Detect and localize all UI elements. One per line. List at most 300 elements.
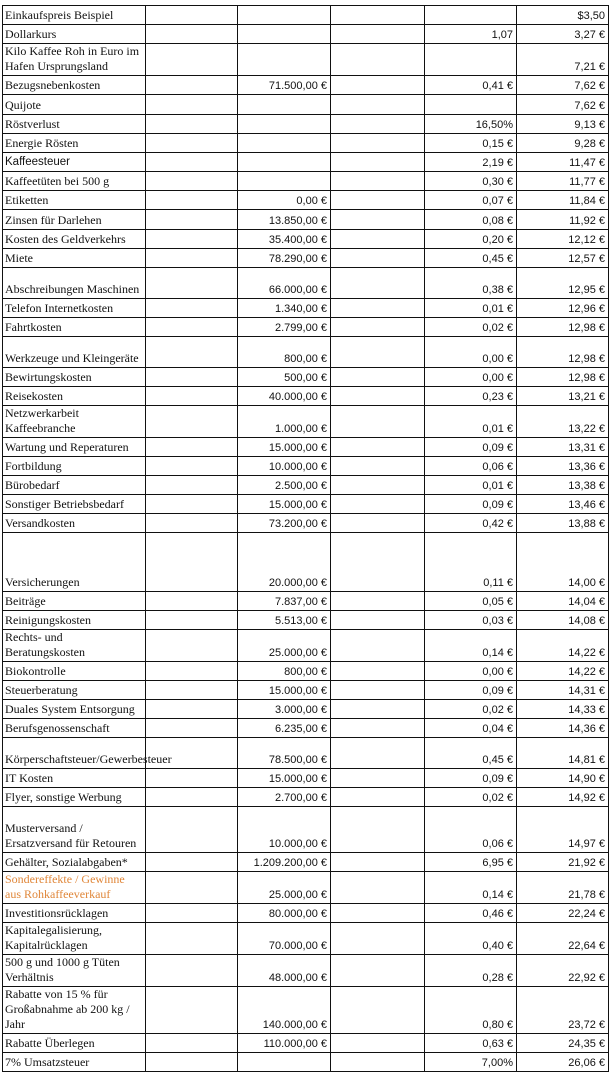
row-label[interactable]: Steuerberatung — [3, 681, 146, 700]
amount-cell[interactable]: 2.500,00 € — [238, 476, 331, 495]
amount-cell[interactable]: 110.000,00 € — [238, 1034, 331, 1053]
running-total-cell[interactable]: 26,06 € — [517, 1053, 609, 1072]
empty-cell[interactable] — [146, 923, 238, 955]
running-total-cell[interactable]: 11,47 € — [517, 153, 609, 172]
empty-cell[interactable] — [146, 1034, 238, 1053]
row-label[interactable]: Kaffeesteuer — [3, 153, 146, 172]
amount-cell[interactable]: 0,00 € — [238, 191, 331, 210]
row-label[interactable]: Sonstiger Betriebsbedarf — [3, 495, 146, 514]
table-row — [3, 95, 609, 115]
running-total-cell[interactable]: 13,36 € — [517, 457, 609, 476]
amount-cell[interactable]: 40.000,00 € — [238, 387, 331, 406]
empty-cell[interactable] — [146, 249, 238, 268]
extra-cell[interactable] — [331, 191, 425, 210]
row-label[interactable]: Musterversand / Ersatzversand für Retouren — [3, 807, 146, 853]
running-total-cell[interactable]: 14,22 € — [517, 630, 609, 662]
per-kg-cell[interactable]: 0,14 € — [425, 872, 517, 904]
table-row — [3, 987, 609, 1034]
amount-cell[interactable]: 78.500,00 € — [238, 738, 331, 769]
running-total-cell[interactable]: 22,92 € — [517, 955, 609, 987]
table-row — [3, 700, 609, 719]
table-row — [3, 438, 609, 457]
row-label[interactable]: Versicherungen — [3, 533, 146, 592]
per-kg-cell[interactable]: 0,15 € — [425, 134, 517, 153]
empty-cell[interactable] — [146, 115, 238, 134]
per-kg-cell[interactable]: 0,00 € — [425, 662, 517, 681]
empty-cell[interactable] — [146, 533, 238, 592]
per-kg-cell[interactable]: 0,04 € — [425, 719, 517, 738]
row-label[interactable]: Quijote — [3, 95, 146, 115]
amount-cell[interactable]: 15.000,00 € — [238, 681, 331, 700]
running-total-cell[interactable]: 12,98 € — [517, 337, 609, 368]
running-total-cell[interactable]: 7,62 € — [517, 95, 609, 115]
per-kg-cell[interactable]: 0,03 € — [425, 611, 517, 630]
table-row — [3, 387, 609, 406]
empty-cell[interactable] — [146, 807, 238, 853]
amount-cell[interactable]: 7.837,00 € — [238, 592, 331, 611]
empty-cell[interactable] — [146, 769, 238, 788]
empty-cell[interactable] — [146, 514, 238, 533]
extra-cell[interactable] — [331, 719, 425, 738]
empty-cell[interactable] — [146, 95, 238, 115]
per-kg-cell[interactable]: 0,41 € — [425, 76, 517, 95]
amount-cell[interactable]: 15.000,00 € — [238, 769, 331, 788]
empty-cell[interactable] — [146, 153, 238, 172]
row-label[interactable]: Werkzeuge und Kleingeräte — [3, 337, 146, 368]
amount-cell[interactable]: 140.000,00 € — [238, 987, 331, 1034]
table-row — [3, 630, 609, 662]
row-label[interactable]: Reinigungskosten — [3, 611, 146, 630]
row-label[interactable]: Telefon Internetkosten — [3, 299, 146, 318]
empty-cell[interactable] — [146, 457, 238, 476]
per-kg-cell[interactable]: 0,00 € — [425, 337, 517, 368]
row-label[interactable]: Bezugsnebenkosten — [3, 76, 146, 95]
row-label[interactable]: 500 g und 1000 g Tüten Verhältnis — [3, 955, 146, 987]
row-label[interactable]: Bewirtungskosten — [3, 368, 146, 387]
amount-cell[interactable] — [238, 44, 331, 76]
running-total-cell[interactable]: 9,13 € — [517, 115, 609, 134]
row-label[interactable]: Reisekosten — [3, 387, 146, 406]
table-row — [3, 495, 609, 514]
per-kg-cell[interactable]: 0,38 € — [425, 268, 517, 299]
per-kg-cell[interactable] — [425, 95, 517, 115]
amount-cell[interactable]: 71.500,00 € — [238, 76, 331, 95]
per-kg-cell[interactable]: 1,07 — [425, 25, 517, 44]
amount-cell[interactable]: 15.000,00 € — [238, 495, 331, 514]
amount-cell[interactable]: 800,00 € — [238, 337, 331, 368]
extra-cell[interactable] — [331, 115, 425, 134]
row-label[interactable]: Bürobedarf — [3, 476, 146, 495]
running-total-cell[interactable]: 12,98 € — [517, 318, 609, 337]
extra-cell[interactable] — [331, 318, 425, 337]
extra-cell[interactable] — [331, 495, 425, 514]
empty-cell[interactable] — [146, 387, 238, 406]
running-total-cell[interactable]: 13,38 € — [517, 476, 609, 495]
empty-cell[interactable] — [146, 25, 238, 44]
running-total-cell[interactable]: 13,22 € — [517, 406, 609, 438]
per-kg-cell[interactable]: 0,28 € — [425, 955, 517, 987]
amount-cell[interactable]: 48.000,00 € — [238, 955, 331, 987]
per-kg-cell[interactable]: 0,45 € — [425, 249, 517, 268]
table-row — [3, 1034, 609, 1053]
empty-cell[interactable] — [146, 337, 238, 368]
per-kg-cell[interactable]: 0,01 € — [425, 299, 517, 318]
extra-cell[interactable] — [331, 700, 425, 719]
extra-cell[interactable] — [331, 44, 425, 76]
amount-cell[interactable]: 15.000,00 € — [238, 438, 331, 457]
empty-cell[interactable] — [146, 681, 238, 700]
running-total-cell[interactable]: 21,92 € — [517, 853, 609, 872]
row-label[interactable]: Kapitalegalisierung, Kapitalrücklagen — [3, 923, 146, 955]
extra-cell[interactable] — [331, 76, 425, 95]
running-total-cell[interactable]: 14,31 € — [517, 681, 609, 700]
extra-cell[interactable] — [331, 134, 425, 153]
per-kg-cell[interactable]: 0,09 € — [425, 769, 517, 788]
table-row — [3, 807, 609, 853]
running-total-cell[interactable]: 7,62 € — [517, 76, 609, 95]
empty-cell[interactable] — [146, 438, 238, 457]
table-row — [3, 681, 609, 700]
running-total-cell[interactable]: 14,33 € — [517, 700, 609, 719]
extra-cell[interactable] — [331, 299, 425, 318]
amount-cell[interactable] — [238, 95, 331, 115]
empty-cell[interactable] — [146, 1053, 238, 1072]
extra-cell[interactable] — [331, 230, 425, 249]
extra-cell[interactable] — [331, 955, 425, 987]
running-total-cell[interactable]: 14,81 € — [517, 738, 609, 769]
running-total-cell[interactable]: $3,50 — [517, 6, 609, 25]
empty-cell[interactable] — [146, 611, 238, 630]
amount-cell[interactable] — [238, 6, 331, 25]
empty-cell[interactable] — [146, 592, 238, 611]
extra-cell[interactable] — [331, 769, 425, 788]
per-kg-cell[interactable]: 0,02 € — [425, 700, 517, 719]
per-kg-cell[interactable] — [425, 44, 517, 76]
table-row — [3, 337, 609, 368]
per-kg-cell[interactable]: 0,80 € — [425, 987, 517, 1034]
per-kg-cell[interactable]: 0,02 € — [425, 318, 517, 337]
extra-cell[interactable] — [331, 25, 425, 44]
amount-cell[interactable]: 10.000,00 € — [238, 457, 331, 476]
running-total-cell[interactable]: 13,31 € — [517, 438, 609, 457]
cost-spreadsheet — [2, 5, 609, 1072]
extra-cell[interactable] — [331, 681, 425, 700]
empty-cell[interactable] — [146, 955, 238, 987]
row-label[interactable]: Zinsen für Darlehen — [3, 210, 146, 230]
row-label[interactable]: Sondereffekte / Gewinne aus Rohkaffeeverkauf — [3, 872, 146, 904]
amount-cell[interactable]: 2.700,00 € — [238, 788, 331, 807]
per-kg-cell[interactable]: 0,06 € — [425, 457, 517, 476]
per-kg-cell[interactable]: 0,30 € — [425, 172, 517, 191]
table-row — [3, 533, 609, 592]
per-kg-cell[interactable]: 0,45 € — [425, 738, 517, 769]
per-kg-cell[interactable]: 0,63 € — [425, 1034, 517, 1053]
amount-cell[interactable] — [238, 134, 331, 153]
row-label[interactable]: Gehälter, Sozialabgaben* — [3, 853, 146, 872]
amount-cell[interactable]: 66.000,00 € — [238, 268, 331, 299]
row-label[interactable]: Dollarkurs — [3, 25, 146, 44]
extra-cell[interactable] — [331, 476, 425, 495]
per-kg-cell[interactable]: 2,19 € — [425, 153, 517, 172]
per-kg-cell[interactable]: 0,11 € — [425, 533, 517, 592]
table-row — [3, 788, 609, 807]
amount-cell[interactable]: 6.235,00 € — [238, 719, 331, 738]
extra-cell[interactable] — [331, 533, 425, 592]
extra-cell[interactable] — [331, 630, 425, 662]
running-total-cell[interactable]: 14,08 € — [517, 611, 609, 630]
amount-cell[interactable]: 20.000,00 € — [238, 533, 331, 592]
running-total-cell[interactable]: 14,90 € — [517, 769, 609, 788]
running-total-cell[interactable]: 11,77 € — [517, 172, 609, 191]
table-row — [3, 476, 609, 495]
per-kg-cell[interactable]: 0,01 € — [425, 406, 517, 438]
empty-cell[interactable] — [146, 318, 238, 337]
empty-cell[interactable] — [146, 299, 238, 318]
row-label[interactable]: Miete — [3, 249, 146, 268]
per-kg-cell[interactable]: 0,06 € — [425, 807, 517, 853]
table-row — [3, 134, 609, 153]
extra-cell[interactable] — [331, 210, 425, 230]
row-label[interactable]: Etiketten — [3, 191, 146, 210]
amount-cell[interactable] — [238, 153, 331, 172]
row-label[interactable]: Duales System Entsorgung — [3, 700, 146, 719]
extra-cell[interactable] — [331, 457, 425, 476]
empty-cell[interactable] — [146, 630, 238, 662]
running-total-cell[interactable]: 13,88 € — [517, 514, 609, 533]
table-row — [3, 738, 609, 769]
row-label[interactable]: Flyer, sonstige Werbung — [3, 788, 146, 807]
amount-cell[interactable]: 73.200,00 € — [238, 514, 331, 533]
extra-cell[interactable] — [331, 853, 425, 872]
per-kg-cell[interactable]: 6,95 € — [425, 853, 517, 872]
running-total-cell[interactable]: 3,27 € — [517, 25, 609, 44]
running-total-cell[interactable]: 22,64 € — [517, 923, 609, 955]
row-label[interactable]: Körperschaftsteuer/Gewerbesteuer — [3, 738, 146, 769]
extra-cell[interactable] — [331, 1053, 425, 1072]
extra-cell[interactable] — [331, 1034, 425, 1053]
running-total-cell[interactable]: 14,04 € — [517, 592, 609, 611]
table-row — [3, 153, 609, 172]
amount-cell[interactable]: 70.000,00 € — [238, 923, 331, 955]
extra-cell[interactable] — [331, 249, 425, 268]
empty-cell[interactable] — [146, 853, 238, 872]
row-label[interactable]: Einkaufspreis Beispiel — [3, 6, 146, 25]
table-row — [3, 249, 609, 268]
amount-cell[interactable]: 1.000,00 € — [238, 406, 331, 438]
row-label[interactable]: Kaffeetüten bei 500 g — [3, 172, 146, 191]
row-label[interactable]: Rechts- und Beratungskosten — [3, 630, 146, 662]
per-kg-cell[interactable]: 0,07 € — [425, 191, 517, 210]
row-label[interactable]: Rabatte von 15 % für Großabnahme ab 200 kg / Jahr — [3, 987, 146, 1034]
amount-cell[interactable]: 13.850,00 € — [238, 210, 331, 230]
running-total-cell[interactable]: 22,24 € — [517, 904, 609, 923]
row-label[interactable]: Berufsgenossenschaft — [3, 719, 146, 738]
extra-cell[interactable] — [331, 514, 425, 533]
empty-cell[interactable] — [146, 700, 238, 719]
amount-cell[interactable]: 2.799,00 € — [238, 318, 331, 337]
per-kg-cell[interactable]: 0,09 € — [425, 495, 517, 514]
table-row — [3, 76, 609, 95]
table-row — [3, 592, 609, 611]
empty-cell[interactable] — [146, 788, 238, 807]
per-kg-cell[interactable]: 0,02 € — [425, 788, 517, 807]
table-row — [3, 719, 609, 738]
per-kg-cell[interactable]: 0,40 € — [425, 923, 517, 955]
empty-cell[interactable] — [146, 210, 238, 230]
running-total-cell[interactable]: 12,96 € — [517, 299, 609, 318]
table-row — [3, 904, 609, 923]
row-label[interactable]: Abschreibungen Maschinen — [3, 268, 146, 299]
running-total-cell[interactable]: 14,97 € — [517, 807, 609, 853]
table-row — [3, 368, 609, 387]
per-kg-cell[interactable]: 0,42 € — [425, 514, 517, 533]
per-kg-cell[interactable]: 0,00 € — [425, 368, 517, 387]
row-label[interactable]: Rabatte Überlegen — [3, 1034, 146, 1053]
row-label[interactable]: Fahrtkosten — [3, 318, 146, 337]
running-total-cell[interactable]: 14,36 € — [517, 719, 609, 738]
running-total-cell[interactable]: 13,46 € — [517, 495, 609, 514]
amount-cell[interactable]: 25.000,00 € — [238, 630, 331, 662]
running-total-cell[interactable]: 13,21 € — [517, 387, 609, 406]
per-kg-cell[interactable]: 0,09 € — [425, 681, 517, 700]
extra-cell[interactable] — [331, 268, 425, 299]
extra-cell[interactable] — [331, 337, 425, 368]
empty-cell[interactable] — [146, 172, 238, 191]
amount-cell[interactable]: 35.400,00 € — [238, 230, 331, 249]
extra-cell[interactable] — [331, 95, 425, 115]
empty-cell[interactable] — [146, 987, 238, 1034]
extra-cell[interactable] — [331, 611, 425, 630]
row-label[interactable]: Versandkosten — [3, 514, 146, 533]
per-kg-cell[interactable]: 0,08 € — [425, 210, 517, 230]
amount-cell[interactable]: 1.340,00 € — [238, 299, 331, 318]
per-kg-cell[interactable]: 0,09 € — [425, 438, 517, 457]
extra-cell[interactable] — [331, 6, 425, 25]
per-kg-cell[interactable]: 0,01 € — [425, 476, 517, 495]
amount-cell[interactable]: 1.209.200,00 € — [238, 853, 331, 872]
running-total-cell[interactable]: 7,21 € — [517, 44, 609, 76]
empty-cell[interactable] — [146, 904, 238, 923]
extra-cell[interactable] — [331, 987, 425, 1034]
amount-cell[interactable]: 25.000,00 € — [238, 872, 331, 904]
row-label[interactable]: Beiträge — [3, 592, 146, 611]
extra-cell[interactable] — [331, 153, 425, 172]
extra-cell[interactable] — [331, 592, 425, 611]
amount-cell[interactable]: 5.513,00 € — [238, 611, 331, 630]
extra-cell[interactable] — [331, 662, 425, 681]
per-kg-cell[interactable]: 0,05 € — [425, 592, 517, 611]
amount-cell[interactable] — [238, 25, 331, 44]
empty-cell[interactable] — [146, 719, 238, 738]
extra-cell[interactable] — [331, 387, 425, 406]
table-row — [3, 1053, 609, 1072]
extra-cell[interactable] — [331, 368, 425, 387]
per-kg-cell[interactable]: 7,00% — [425, 1053, 517, 1072]
running-total-cell[interactable]: 23,72 € — [517, 987, 609, 1034]
running-total-cell[interactable]: 14,00 € — [517, 533, 609, 592]
amount-cell[interactable] — [238, 172, 331, 191]
running-total-cell[interactable]: 12,98 € — [517, 368, 609, 387]
extra-cell[interactable] — [331, 406, 425, 438]
empty-cell[interactable] — [146, 662, 238, 681]
empty-cell[interactable] — [146, 134, 238, 153]
per-kg-cell[interactable]: 0,20 € — [425, 230, 517, 249]
running-total-cell[interactable]: 14,22 € — [517, 662, 609, 681]
empty-cell[interactable] — [146, 230, 238, 249]
extra-cell[interactable] — [331, 172, 425, 191]
running-total-cell[interactable]: 12,57 € — [517, 249, 609, 268]
empty-cell[interactable] — [146, 368, 238, 387]
running-total-cell[interactable]: 11,84 € — [517, 191, 609, 210]
running-total-cell[interactable]: 21,78 € — [517, 872, 609, 904]
row-label[interactable]: 7% Umsatzsteuer — [3, 1053, 146, 1072]
extra-cell[interactable] — [331, 923, 425, 955]
amount-cell[interactable]: 80.000,00 € — [238, 904, 331, 923]
amount-cell[interactable]: 10.000,00 € — [238, 807, 331, 853]
row-label[interactable]: Kosten des Geldverkehrs — [3, 230, 146, 249]
amount-cell[interactable]: 800,00 € — [238, 662, 331, 681]
running-total-cell[interactable]: 12,12 € — [517, 230, 609, 249]
row-label[interactable]: Wartung und Reperaturen — [3, 438, 146, 457]
per-kg-cell[interactable]: 0,23 € — [425, 387, 517, 406]
empty-cell[interactable] — [146, 44, 238, 76]
per-kg-cell[interactable]: 0,46 € — [425, 904, 517, 923]
row-label[interactable]: Röstverlust — [3, 115, 146, 134]
per-kg-cell[interactable]: 16,50% — [425, 115, 517, 134]
table-row — [3, 318, 609, 337]
extra-cell[interactable] — [331, 738, 425, 769]
row-label[interactable]: Biokontrolle — [3, 662, 146, 681]
table-row — [3, 923, 609, 955]
row-label[interactable]: Netzwerkarbeit Kaffeebranche — [3, 406, 146, 438]
row-label[interactable]: Kilo Kaffee Roh in Euro im Hafen Ursprungsland — [3, 44, 146, 76]
running-total-cell[interactable]: 9,28 € — [517, 134, 609, 153]
amount-cell[interactable]: 500,00 € — [238, 368, 331, 387]
empty-cell[interactable] — [146, 406, 238, 438]
table-row — [3, 230, 609, 249]
amount-cell[interactable]: 3.000,00 € — [238, 700, 331, 719]
table-row — [3, 6, 609, 25]
extra-cell[interactable] — [331, 807, 425, 853]
running-total-cell[interactable]: 12,95 € — [517, 268, 609, 299]
amount-cell[interactable]: 78.290,00 € — [238, 249, 331, 268]
row-label[interactable]: Energie Rösten — [3, 134, 146, 153]
row-label[interactable]: IT Kosten — [3, 769, 146, 788]
table-row — [3, 172, 609, 191]
amount-cell[interactable] — [238, 1053, 331, 1072]
empty-cell[interactable] — [146, 76, 238, 95]
per-kg-cell[interactable] — [425, 6, 517, 25]
empty-cell[interactable] — [146, 6, 238, 25]
amount-cell[interactable] — [238, 115, 331, 134]
running-total-cell[interactable]: 24,35 € — [517, 1034, 609, 1053]
row-label[interactable]: Fortbildung — [3, 457, 146, 476]
extra-cell[interactable] — [331, 438, 425, 457]
extra-cell[interactable] — [331, 788, 425, 807]
extra-cell[interactable] — [331, 904, 425, 923]
empty-cell[interactable] — [146, 495, 238, 514]
table-row — [3, 25, 609, 44]
running-total-cell[interactable]: 11,92 € — [517, 210, 609, 230]
empty-cell[interactable] — [146, 476, 238, 495]
empty-cell[interactable] — [146, 268, 238, 299]
running-total-cell[interactable]: 14,92 € — [517, 788, 609, 807]
row-label[interactable]: Investitionsrücklagen — [3, 904, 146, 923]
extra-cell[interactable] — [331, 872, 425, 904]
per-kg-cell[interactable]: 0,14 € — [425, 630, 517, 662]
empty-cell[interactable] — [146, 872, 238, 904]
empty-cell[interactable] — [146, 191, 238, 210]
